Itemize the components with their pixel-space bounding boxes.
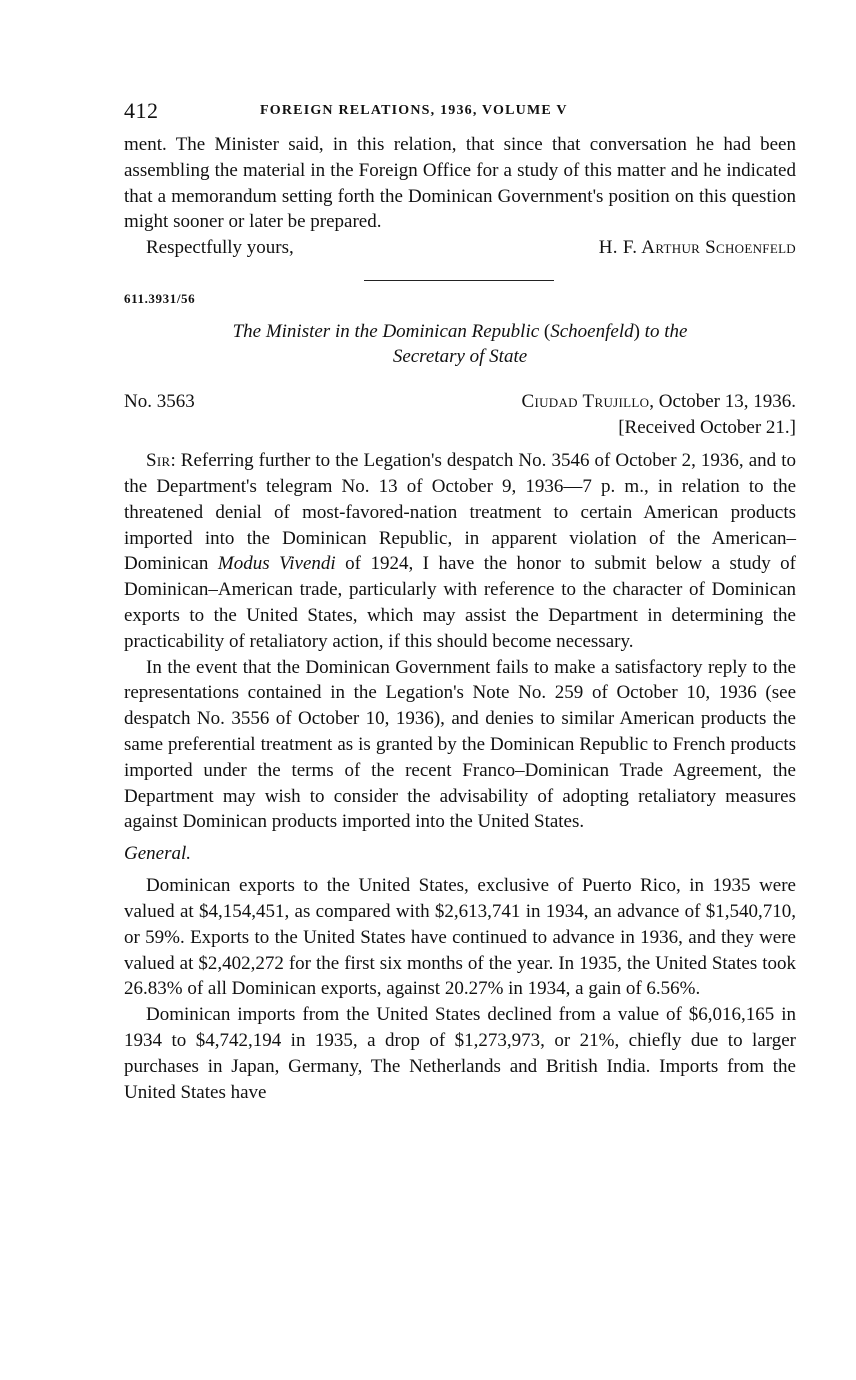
body-paragraph-1 <box>124 448 796 654</box>
title-sender-name: Schoenfeld <box>550 321 634 343</box>
body-paragraph-3: Dominican exports to the United States, exclusive of Puerto Rico, in 1935 were valued at $4,154,451, as compared with $2,613,741 in 1934, an advance of $1,540,710, or 59%. Exports to the United States have continued to advance in 1936, and they were valued at $2,402,272 for the first six months of the year. In 1935, the United States took 26.83% of all Dominican exports, against 20.27% in 1934, a gain of 6.56%. <box>124 875 796 1000</box>
letter-body <box>124 448 796 1105</box>
place: Ciudad Trujillo <box>521 391 650 413</box>
document-page <box>124 98 796 1105</box>
despatch-number: No. 3563 <box>124 391 195 413</box>
previous-document-closing <box>124 235 796 261</box>
closing-salutation: Respectfully yours, <box>146 237 294 259</box>
running-header <box>124 98 796 132</box>
running-title: FOREIGN RELATIONS, 1936, VOLUME V <box>260 103 568 118</box>
modus-vivendi-italic: Modus Vivendi <box>217 553 336 575</box>
previous-document-closing-paragraph: ment. The Minister said, in this relation, that since that conversation he had been assembling the material in the Foreign Office for a study of this matter and he indicated that a memorandum setting forth the Dominican Government's position on this question might sooner or later be prepared. <box>124 134 796 233</box>
paragraph-1-text-b: of 1924, I have the honor to submit below a study of Dominican–American trade, particularly with reference to the character of Dominican exports to the United States, which may assist the Department in determining the practicability of retaliatory action, if this should become necessary. <box>124 553 796 652</box>
date: , October 13, 1936. <box>649 391 796 413</box>
title-sender: The Minister in the Dominican Republic <box>232 321 540 343</box>
document-title <box>124 319 796 369</box>
body-paragraph-2: In the event that the Dominican Government fails to make a satisfactory reply to the representations contained in the Legation's Note No. 259 of October 10, 1936 (see despatch No. 3556 of October 10, 1936), and denies to similar American products the same preferential treatment as is granted by the Dominican Republic to French products imported under the terms of the recent Franco–Dominican Trade Agreement, the Department may wish to consider the advisability of adopting retaliatory measures against Dominican products imported into the United States. <box>124 656 796 833</box>
page-number: 412 <box>124 98 159 123</box>
title-paren-open: ( <box>539 321 551 343</box>
title-paren-close: ) <box>633 321 645 343</box>
place-and-date <box>522 389 797 415</box>
section-heading-general: General. <box>124 843 192 865</box>
document-title-line-1 <box>124 319 796 344</box>
received-date: [Received October 21.] <box>618 417 796 439</box>
section-divider <box>364 280 554 281</box>
document-title-line-2: Secretary of State <box>392 346 528 368</box>
title-to: to the <box>644 321 688 343</box>
paragraph-1-text-a: : Referring further to the Legation's despatch No. 3546 of October 2, 1936, and to the Department's telegram No. 13 of October 9, 1936—7 p. m., in relation to the threatened denial of most-favored-nation treatment to certain American products imported into the Dominican Republic, in apparent violation of the American–Dominican <box>124 450 796 575</box>
dateline <box>124 389 796 441</box>
body-paragraph-4: Dominican imports from the United States declined from a value of $6,016,165 in 1934 to $4,742,194 in 1935, a drop of $1,273,973, or 21%, chiefly due to larger purchases in Japan, Germany, The Netherlands and British India. Imports from the United States have <box>124 1004 796 1103</box>
file-number: 611.3931/56 <box>124 291 196 307</box>
salutation-sir: Sir <box>146 450 171 472</box>
signature: H. F. Arthur Schoenfeld <box>598 237 796 259</box>
